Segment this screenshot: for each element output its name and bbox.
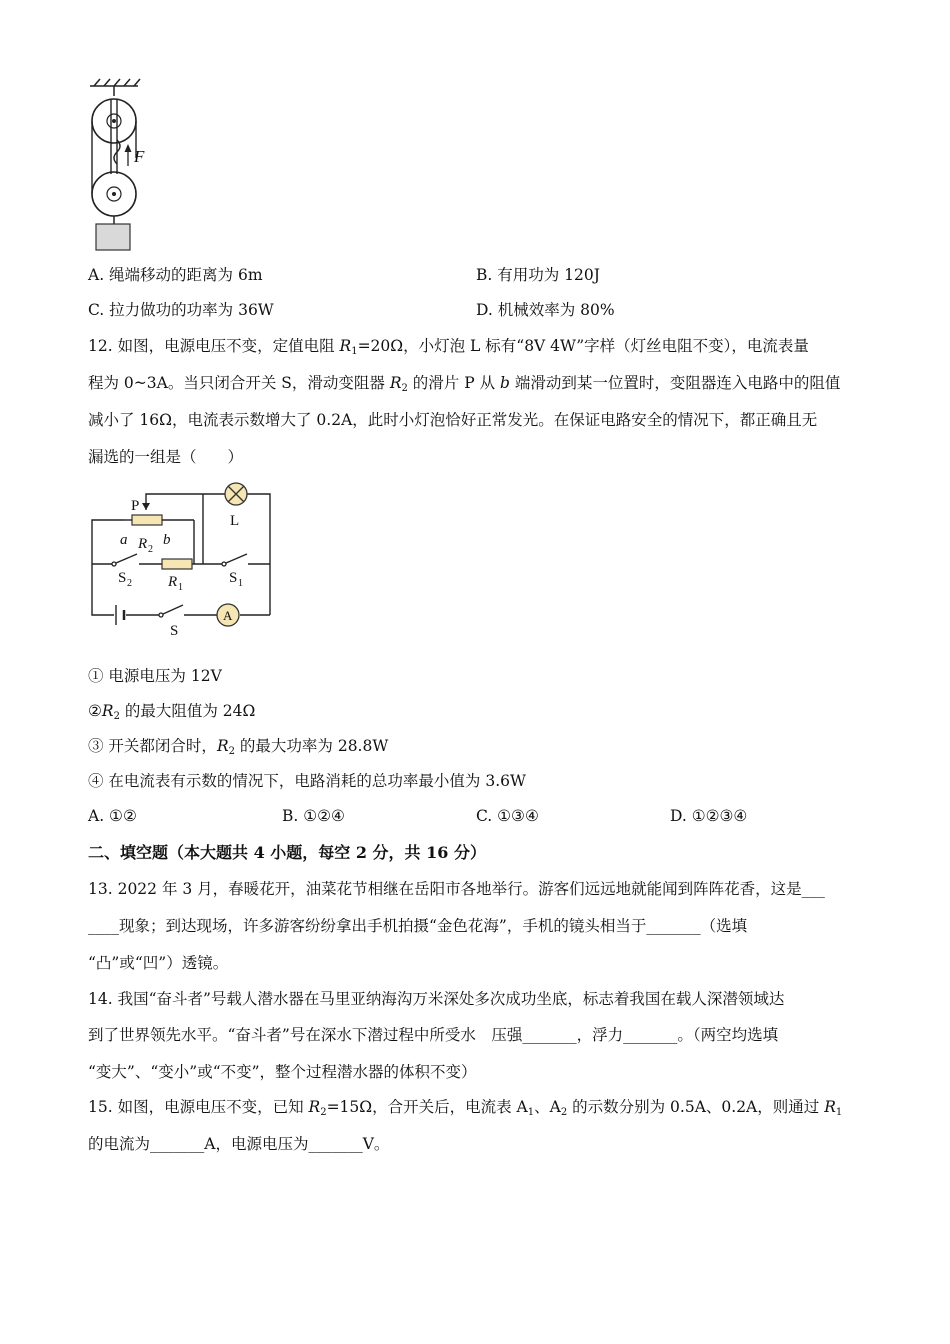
circuit-wires (92, 494, 270, 615)
load-block (96, 224, 130, 250)
label-r1-sub: 1 (178, 582, 183, 593)
q12-option-b[interactable]: B. ①②④ (282, 807, 345, 825)
force-arrow (125, 144, 132, 166)
ceiling (90, 79, 140, 86)
q12-statement-3: ③ 开关都闭合时，$R_2$ 的最大功率为 28.8W (88, 737, 389, 757)
q15-line-2: 的电流为_______A，电源电压为_______V。 (88, 1135, 390, 1153)
q15-line-1: 15. 如图，电源电压不变，已知 $R_2=15\Omega$，合开关后，电流表 $A_1$、$A_2$ 的示数分别为 0.5A、0.2A，则通过 $R_1$ (88, 1098, 843, 1118)
label-s2: S (118, 570, 127, 586)
q12-line-4: 漏选的一组是（ ） (88, 448, 244, 466)
q12-option-d[interactable]: D. ①②③④ (670, 807, 748, 825)
q12-statement-1: ① 电源电压为 12V (88, 667, 222, 685)
q11-option-b[interactable]: B. 有用功为 120J (476, 266, 600, 284)
q12-option-a[interactable]: A. ①② (88, 807, 137, 825)
resistor-r2 (132, 515, 162, 525)
q14-line-2: 到了世界领先水平。“奋斗者”号在深水下潜过程中所受水 压强_______，浮力_______。（两空均选填 (88, 1026, 779, 1044)
q13-line-3: “凸”或“凹”）透镜。 (88, 954, 229, 972)
label-a: a (120, 532, 128, 548)
label-ammeter: A (223, 608, 233, 623)
q14-line-1: 14. 我国“奋斗者”号载人潜水器在马里亚纳海沟万米深处多次成功坐底，标志着我国在载人深潜领域达 (88, 990, 785, 1008)
q13-line-1: 13. 2022 年 3 月，春暖花开，油菜花节相继在岳阳市各地举行。游客们远远地就能闻到阵阵花香，这是___ (88, 880, 825, 898)
q12-statement-4: ④ 在电流表有示数的情况下，电路消耗的总功率最小值为 3.6W (88, 772, 526, 790)
label-r2-sub: 2 (148, 544, 153, 555)
q11-option-a[interactable]: A. 绳端移动的距离为 6m (88, 266, 263, 284)
label-s1-sub: 1 (238, 578, 243, 589)
switch-s (159, 605, 183, 617)
label-b: b (163, 532, 171, 548)
q11-option-c[interactable]: C. 拉力做功的功率为 36W (88, 301, 274, 319)
q13-line-2: ____现象；到达现场，许多游客纷纷拿出手机拍摄“金色花海”，手机的镜头相当于_______（选填 (88, 917, 748, 935)
q12-circuit-diagram (84, 478, 284, 643)
switch-s2 (112, 554, 137, 566)
label-s1: S (229, 570, 238, 586)
force-label: F (134, 147, 145, 166)
label-r2: R (138, 536, 148, 552)
q14-line-3: “变大”、“变小”或“不变”，整个过程潜水器的体积不变） (88, 1063, 477, 1081)
label-r1: R (168, 574, 178, 590)
q11-option-d[interactable]: D. 机械效率为 80% (476, 301, 615, 319)
label-s: S (170, 623, 179, 639)
battery (116, 605, 124, 625)
section-heading: 二、填空题（本大题共 4 小题，每空 2 分，共 16 分） (88, 843, 486, 862)
resistor-r1 (162, 559, 192, 569)
q12-statement-2: $②R_2$ 的最大阻值为 24Ω (88, 702, 256, 722)
lamp (225, 483, 247, 505)
pulley-figure (84, 78, 164, 254)
q12-line-2: 程为 0~3A。当只闭合开关 S，滑动变阻器 $R_2$ 的滑片 P 从 b 端滑动到某一位置时，变阻器连入电路中的阻值 (88, 374, 841, 394)
switch-s1 (222, 554, 247, 566)
label-l: L (230, 513, 240, 529)
q12-line-3: 减小了 16Ω，电流表示数增大了 0.2A，此时小灯泡恰好正常发光。在保证电路安全的情况下，都正确且无 (88, 411, 818, 429)
label-p: P (131, 498, 140, 514)
q12-option-c[interactable]: C. ①③④ (476, 807, 539, 825)
label-s2-sub: 2 (127, 578, 132, 589)
q12-line-1: 12. 如图，电源电压不变，定值电阻 $R_1=20\Omega$，小灯泡 L 标有“8V 4W”字样（灯丝电阻不变），电流表量 (88, 337, 809, 357)
